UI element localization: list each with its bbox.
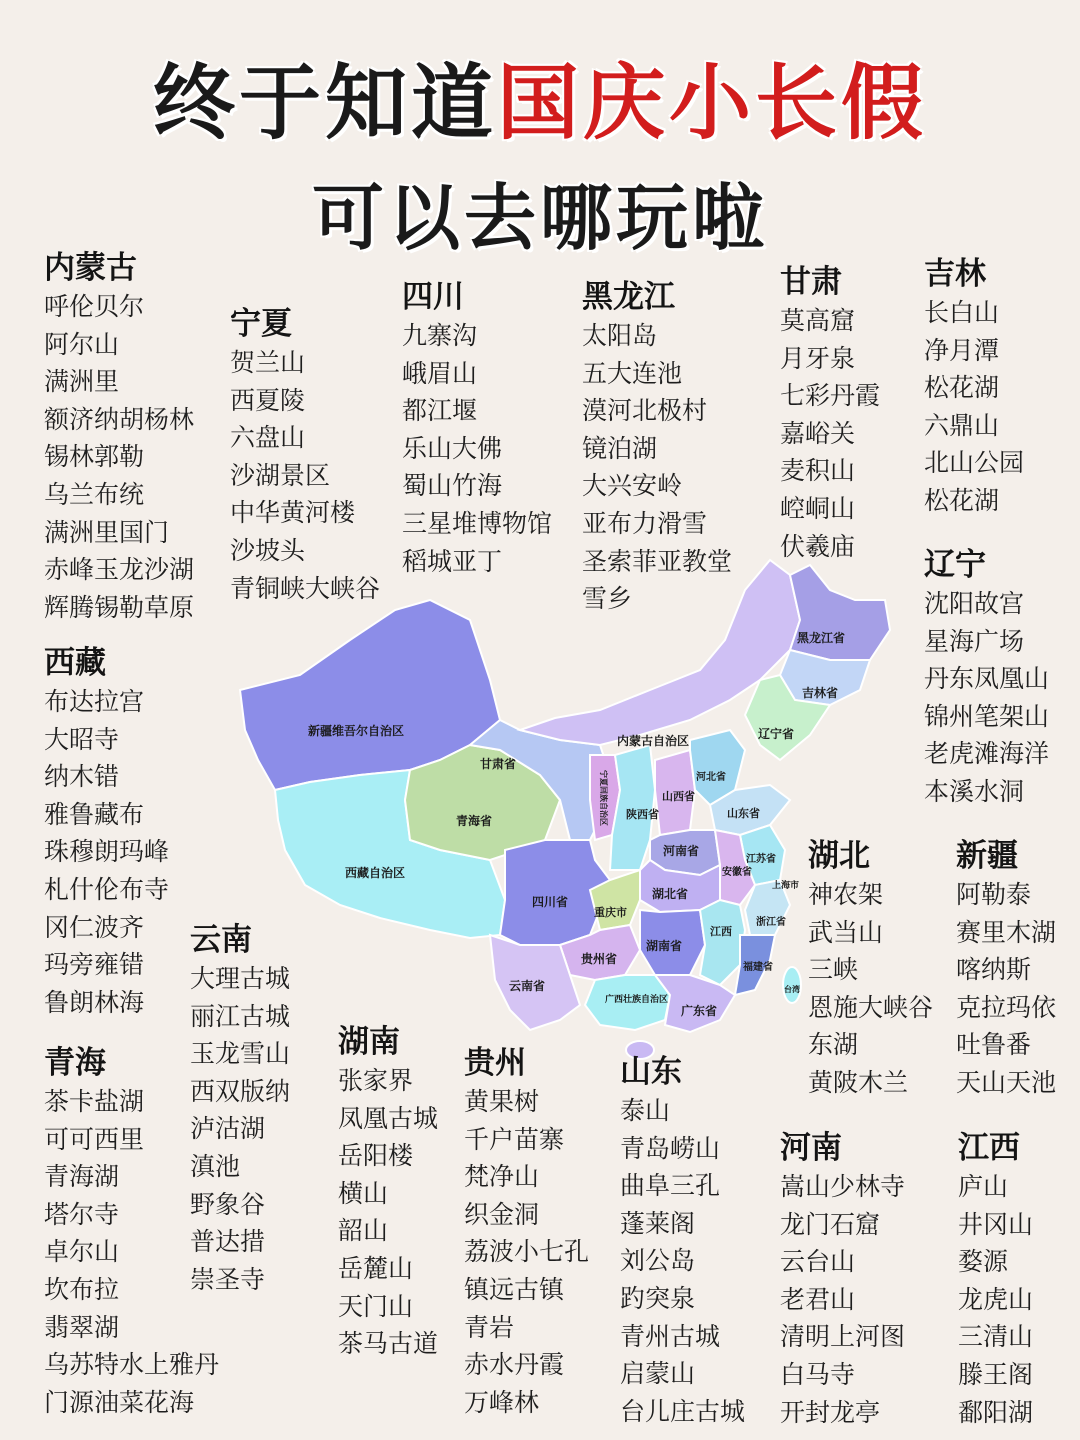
region-heading: 河南 [780,1130,842,1166]
region-heading: 黑龙江 [582,279,675,315]
attraction-item: 赤水丹霞 [464,1350,565,1380]
map-region-heilongjiang [790,565,890,660]
map-label-neimenggu: 内蒙古自治区 [617,734,690,748]
region-heading: 贵州 [464,1045,526,1081]
map-label-liaoning: 辽宁省 [758,727,795,741]
attraction-item: 麦积山 [780,456,856,486]
map-label-taiwan: 台湾 [784,985,800,994]
attraction-item: 镇远古镇 [464,1274,565,1304]
region-xinjiang [956,836,1056,1102]
map-label-hubei: 湖北省 [652,887,689,901]
region-neimenggu [44,248,194,626]
attraction-item: 婺源 [958,1247,1009,1277]
region-qinghai [44,1043,219,1421]
attraction-item: 丽江古城 [190,1001,291,1031]
attraction-item: 茶马古道 [338,1329,439,1359]
attraction-list [780,302,880,565]
attraction-item: 野象谷 [190,1189,266,1219]
map-label-gansu: 甘肃省 [480,757,517,771]
attraction-item: 嵩山少林寺 [780,1172,906,1201]
attraction-item: 三星堆博物馆 [402,508,553,538]
attraction-item: 北山公园 [924,448,1025,478]
attraction-item: 织金洞 [464,1199,540,1229]
attraction-item: 泰山 [620,1096,671,1125]
region-heading: 宁夏 [230,306,292,342]
attraction-item: 大昭寺 [44,724,120,754]
region-heilongjiang [582,277,732,618]
attraction-item: 满洲里国门 [44,517,170,547]
map-label-guangxi: 广西壮族自治区 [605,995,669,1005]
attraction-item: 云台山 [780,1247,856,1277]
attraction-item: 武当山 [808,917,884,947]
attraction-item: 本溪水洞 [924,776,1025,806]
region-heading: 内蒙古 [44,250,137,286]
region-xizang [44,643,169,1021]
attraction-item: 神农架 [808,880,884,909]
attraction-item: 青海湖 [44,1162,120,1192]
attraction-list [924,585,1049,811]
title-accent: 国庆小长假 [497,56,928,151]
attraction-item: 伏羲庙 [780,531,856,561]
attraction-item: 三峡 [808,955,859,985]
attraction-list [230,344,380,607]
attraction-item: 呼伦贝尔 [44,292,145,321]
attraction-item: 圣索菲亚教堂 [582,546,733,576]
attraction-item: 东湖 [808,1030,859,1060]
attraction-list [402,317,552,580]
map-label-shanghai: 上海市 [772,881,800,891]
attraction-item: 月牙泉 [780,343,856,373]
attraction-list [582,317,732,618]
map-label-sichuan: 四川省 [532,895,569,909]
attraction-item: 岳麓山 [338,1253,414,1283]
attraction-item: 西夏陵 [230,385,306,415]
attraction-item: 乐山大佛 [402,433,503,463]
attraction-item: 阿尔山 [44,329,120,359]
attraction-item: 镜泊湖 [582,433,658,463]
attraction-item: 鲁朗林海 [44,987,145,1017]
attraction-item: 锦州笔架山 [924,701,1050,731]
region-liaoning [924,545,1049,811]
attraction-item: 龙门石窟 [780,1209,881,1239]
map-label-shandong: 山东省 [727,807,760,820]
attraction-item: 塔尔寺 [44,1199,120,1229]
attraction-item: 黄陂木兰 [808,1067,909,1097]
page-title [0,38,1080,155]
attraction-item: 五大连池 [582,358,683,388]
attraction-item: 井冈山 [958,1209,1034,1239]
attraction-item: 额济纳胡杨林 [44,404,195,434]
region-hubei [808,836,933,1102]
map-label-qinghai: 青海省 [456,814,493,828]
region-shandong [620,1052,745,1430]
attraction-item: 亚布力滑雪 [582,508,708,538]
attraction-item: 凤凰古城 [338,1103,439,1133]
attraction-item: 札什伦布寺 [44,874,170,904]
map-label-zhejiang: 浙江省 [756,917,786,928]
attraction-item: 沈阳故宫 [924,589,1025,618]
attraction-list [44,1083,219,1421]
region-guizhou [464,1043,589,1421]
region-heading: 山东 [620,1054,682,1090]
region-heading: 湖南 [338,1024,400,1060]
attraction-list [958,1168,1033,1431]
map-label-anhui: 安徽省 [722,867,752,878]
region-heading: 甘肃 [780,264,842,300]
attraction-item: 阿勒泰 [956,880,1032,909]
map-label-jiangsu: 江苏省 [746,854,776,865]
attraction-item: 乌兰布统 [44,479,145,509]
region-jilin [924,254,1024,520]
map-label-chongqing: 重庆市 [594,906,627,919]
attraction-item: 莫高窟 [780,306,856,335]
attraction-item: 克拉玛依 [956,992,1057,1022]
attraction-list [44,683,169,1021]
attraction-item: 中华黄河楼 [230,498,356,528]
attraction-item: 清明上河图 [780,1322,906,1352]
attraction-item: 赤峰玉龙沙湖 [44,555,195,585]
attraction-item: 漠河北极村 [582,396,708,426]
attraction-item: 开封龙亭 [780,1397,881,1427]
attraction-item: 沙湖景区 [230,460,331,490]
attraction-item: 嘉峪关 [780,418,856,448]
attraction-item: 净月潭 [924,335,1000,365]
map-label-fujian: 福建省 [743,962,773,973]
attraction-item: 趵突泉 [620,1283,696,1313]
region-henan [780,1128,905,1431]
region-heading: 云南 [190,922,252,958]
attraction-item: 白马寺 [780,1359,856,1389]
attraction-item: 岳阳楼 [338,1141,414,1171]
attraction-item: 横山 [338,1178,389,1208]
map-label-guangdong: 广东省 [681,1004,718,1018]
attraction-item: 龙虎山 [958,1284,1034,1314]
region-ningxia [230,304,380,607]
attraction-item: 滇池 [190,1151,241,1181]
map-label-shaanxi: 陕西省 [626,808,659,821]
attraction-item: 松花湖 [924,373,1000,403]
attraction-list [808,876,933,1102]
attraction-list [620,1092,745,1430]
attraction-item: 冈仁波齐 [44,912,145,942]
region-gansu [780,262,880,565]
attraction-item: 辉腾锡勒草原 [44,592,195,622]
region-heading: 青海 [44,1045,106,1081]
attraction-item: 长白山 [924,298,1000,327]
attraction-item: 蜀山竹海 [402,471,503,501]
attraction-item: 曲阜三孔 [620,1171,721,1201]
attraction-item: 鄱阳湖 [958,1397,1034,1427]
attraction-item: 青铜峡大峡谷 [230,573,381,603]
map-label-heilongjiang: 黑龙江省 [797,631,846,645]
attraction-item: 庐山 [958,1172,1009,1201]
attraction-item: 老虎滩海洋 [924,739,1050,769]
attraction-item: 崇圣寺 [190,1264,266,1294]
attraction-item: 星海广场 [924,626,1025,656]
map-label-hebei: 河北省 [696,772,726,783]
attraction-item: 梵净山 [464,1162,540,1192]
attraction-item: 门源油菜花海 [44,1387,195,1417]
attraction-item: 锡林郭勒 [44,442,145,472]
attraction-item: 千户苗寨 [464,1124,565,1154]
attraction-item: 松花湖 [924,485,1000,515]
attraction-item: 峨眉山 [402,358,478,388]
map-label-xizang: 西藏自治区 [345,866,406,880]
attraction-item: 茶卡盐湖 [44,1087,145,1116]
map-label-hunan: 湖南省 [646,939,683,953]
attraction-item: 稻城亚丁 [402,546,503,576]
attraction-item: 蓬莱阁 [620,1208,696,1238]
attraction-item: 韶山 [338,1216,389,1246]
attraction-item: 吐鲁番 [956,1030,1032,1060]
attraction-item: 纳木错 [44,762,120,792]
region-heading: 辽宁 [924,547,986,583]
region-heading: 新疆 [956,838,1018,874]
attraction-item: 雪乡 [582,584,633,614]
region-heading: 四川 [402,279,464,315]
attraction-item: 都江堰 [402,396,478,426]
attraction-item: 布达拉宫 [44,687,145,716]
map-label-jilin: 吉林省 [802,686,839,700]
attraction-item: 滕王阁 [958,1359,1034,1389]
attraction-item: 泸沽湖 [190,1114,266,1144]
attraction-item: 七彩丹霞 [780,381,881,411]
attraction-item: 启蒙山 [620,1359,696,1389]
map-label-henan: 河南省 [663,844,700,858]
attraction-item: 大兴安岭 [582,471,683,501]
attraction-item: 翡翠湖 [44,1312,120,1342]
map-label-jiangxi: 江西 [710,925,732,938]
attraction-item: 普达措 [190,1227,266,1257]
attraction-item: 台儿庄古城 [620,1396,746,1426]
attraction-item: 大理古城 [190,964,291,993]
attraction-item: 青州古城 [620,1321,721,1351]
attraction-item: 太阳岛 [582,321,658,350]
region-heading: 吉林 [924,256,986,292]
attraction-item: 万峰林 [464,1387,540,1417]
attraction-item: 乌苏特水上雅丹 [44,1350,220,1380]
title-plain: 终于知道 [152,56,497,151]
attraction-list [924,294,1024,520]
page-subtitle: 可以去哪玩啦 [311,176,768,260]
attraction-item: 青岛崂山 [620,1133,721,1163]
attraction-item: 贺兰山 [230,348,306,377]
attraction-item: 刘公岛 [620,1246,696,1276]
region-heading: 江西 [958,1130,1020,1166]
attraction-item: 满洲里 [44,367,120,397]
attraction-item: 六鼎山 [924,410,1000,440]
region-sichuan [402,277,552,580]
map-label-shanxi: 山西省 [662,790,695,803]
map-label-ningxia: 宁夏回族自治区 [599,770,608,826]
map-label-yunnan: 云南省 [509,979,546,993]
attraction-item: 卓尔山 [44,1237,120,1267]
attraction-item: 玉龙雪山 [190,1039,291,1069]
attraction-item: 雅鲁藏布 [44,799,145,829]
attraction-item: 喀纳斯 [956,955,1032,985]
region-hunan [338,1022,438,1363]
attraction-item: 张家界 [338,1066,414,1095]
attraction-item: 天山天池 [956,1067,1057,1097]
attraction-item: 六盘山 [230,423,306,453]
attraction-item: 玛旁雍错 [44,950,145,980]
attraction-item: 崆峒山 [780,493,856,523]
attraction-item: 恩施大峡谷 [808,992,934,1022]
attraction-list [780,1168,905,1431]
attraction-item: 老君山 [780,1284,856,1314]
attraction-item: 九寨沟 [402,321,478,350]
attraction-item: 赛里木湖 [956,917,1057,947]
attraction-list [338,1062,438,1363]
attraction-item: 坎布拉 [44,1274,120,1304]
attraction-list [464,1083,589,1421]
map-label-guizhou: 贵州省 [581,952,618,966]
region-heading: 湖北 [808,838,870,874]
attraction-item: 丹东凤凰山 [924,664,1050,694]
region-jiangxi [958,1128,1033,1431]
attraction-item: 荔波小七孔 [464,1237,590,1267]
attraction-item: 沙坡头 [230,535,306,565]
attraction-item: 黄果树 [464,1087,540,1116]
map-label-xinjiang: 新疆维吾尔自治区 [308,724,405,738]
attraction-item: 西双版纳 [190,1076,291,1106]
attraction-item: 天门山 [338,1291,414,1321]
region-heading: 西藏 [44,645,106,681]
attraction-list [44,288,194,626]
attraction-item: 三清山 [958,1322,1034,1352]
attraction-item: 珠穆朗玛峰 [44,837,170,867]
attraction-list [956,876,1056,1102]
attraction-item: 青岩 [464,1312,515,1342]
attraction-item: 可可西里 [44,1124,145,1154]
